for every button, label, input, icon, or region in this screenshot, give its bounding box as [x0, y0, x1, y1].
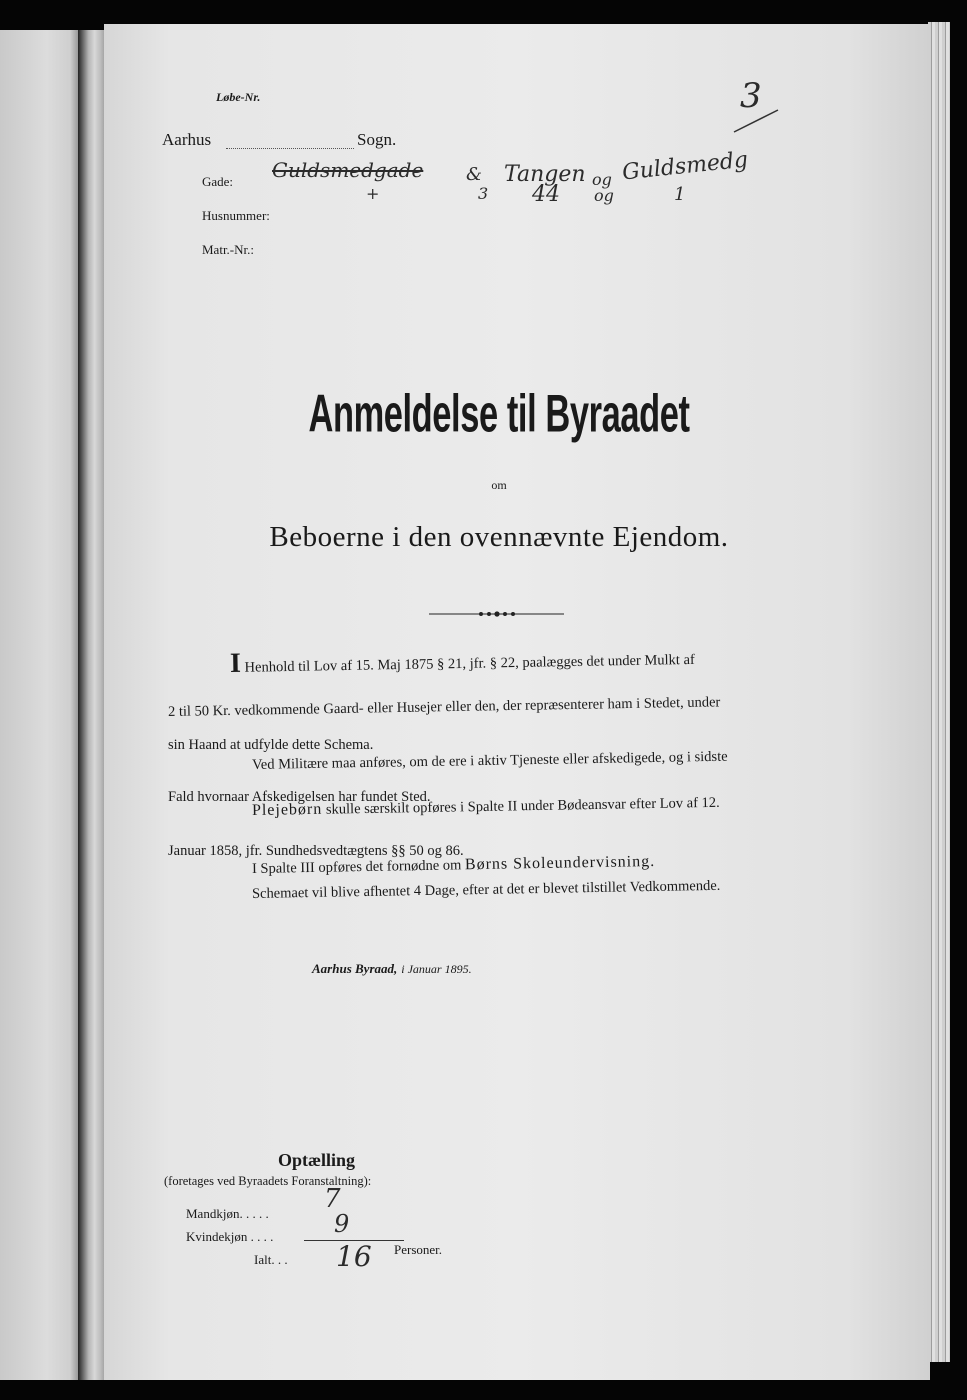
paragraph-3-line-2: Januar 1858, jfr. Sundhedsvedtægtens §§ 50 og 86. — [168, 843, 464, 859]
parish-label: Sogn. — [357, 130, 397, 149]
house-number-label: Husnummer: — [202, 208, 270, 223]
house-number-2: 3 — [478, 184, 489, 203]
paragraph-1-line-2: 2 til 50 Kr. vedkommende Gaard- eller Husejer eller den, der repræsenterer ham i Stedet, under — [167, 694, 721, 720]
street-value-2: Tangen — [504, 162, 586, 187]
total-label: Ialt. . . — [254, 1252, 288, 1267]
street-label: Gade: — [202, 174, 234, 189]
house-number-connector: og — [594, 186, 614, 205]
female-value: 9 — [334, 1210, 350, 1238]
page-edge-stack — [928, 22, 950, 1362]
persons-label: Personer. — [394, 1242, 443, 1257]
document-title: Anmeldelse til Byraadet — [308, 384, 690, 443]
parish-dotted-line — [226, 148, 354, 149]
paragraph-2-line-2: Fald hvornaar Afskedigelsen har fundet Sted. — [168, 789, 431, 805]
street-value-1: Guldsmedgade — [272, 158, 424, 182]
street-connector-2: og — [592, 170, 612, 189]
count-subtitle: (foretages ved Byraadets Foranstaltning): — [164, 1174, 372, 1188]
house-number-3: 44 — [532, 182, 560, 207]
left-facing-page — [0, 30, 78, 1380]
house-number-1: + — [366, 184, 380, 203]
house-number-4: 1 — [674, 184, 686, 205]
paragraph-1-line-3: sin Haand at udfylde dette Schema. — [168, 737, 374, 753]
signature-date: i Januar 1895. — [401, 962, 472, 976]
document-page — [104, 24, 930, 1380]
male-value: 7 — [324, 1184, 341, 1214]
ornament-divider — [429, 609, 564, 619]
street-connector-1: & — [466, 164, 483, 185]
document-subtitle: Beboerne i den ovennævnte Ejendom. — [269, 521, 729, 553]
lobe-nr-value: 3 — [740, 76, 762, 116]
paragraph-5-text: Schemaet vil blive afhentet 4 Dage, efter at det er blevet tilstillet Vedkommende. — [251, 877, 721, 902]
street-value-3: Guldsmedg — [621, 147, 750, 186]
lobe-nr-underline — [732, 106, 782, 136]
male-label: Mandkjøn. . . . . — [186, 1206, 269, 1221]
paragraph-4-text: I Spalte III opføres det fornødne om — [251, 857, 462, 877]
lobe-nr-label: Løbe-Nr. — [216, 90, 261, 104]
heading-om: om — [491, 478, 507, 492]
paragraph-1-line-1: Henhold til Lov af 15. Maj 1875 § 21, jfr. § 22, paalægges det under Mulkt af — [244, 651, 695, 676]
paragraph-2-line-1: Ved Militære maa anføres, om de ere i aktiv Tjeneste eller afskedigede, og i sidste — [251, 748, 728, 773]
paragraph-4-emphasis: Børns Skoleundervisning. — [464, 852, 656, 874]
total-value: 16 — [336, 1240, 372, 1273]
matr-nr-label: Matr.-Nr.: — [202, 242, 254, 257]
signature-place: Aarhus Byraad, — [312, 961, 398, 976]
paragraph-3-line-1: skulle særskilt opføres i Spalte II under Bødeansvar efter Lov af 12. — [325, 794, 720, 818]
female-label: Kvindekjøn . . . . — [186, 1229, 274, 1244]
paragraph-dropcap: I — [229, 647, 242, 679]
paragraph-3-lead: Plejebørn — [251, 800, 323, 819]
parish-name: Aarhus — [162, 130, 212, 149]
count-title: Optælling — [278, 1150, 356, 1170]
